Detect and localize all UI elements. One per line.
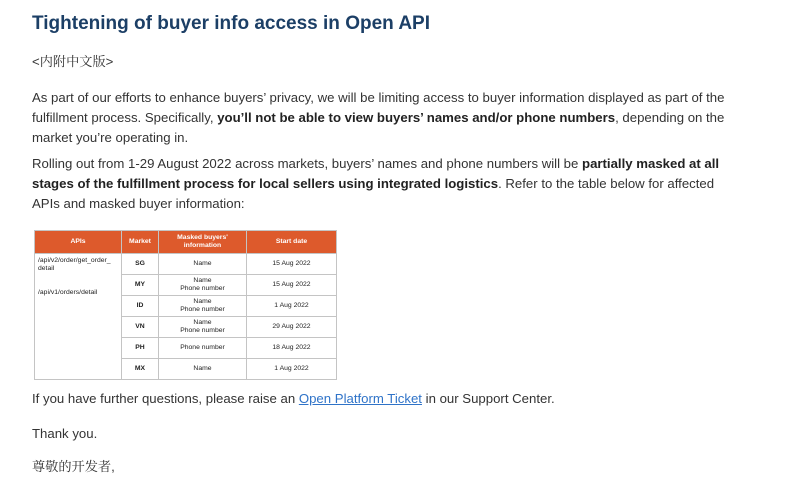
paragraph-rollout-text-end: . Refer to the table below for affected APIs and masked buyer information: [32,176,715,211]
api-path: /api/v2/order/get_order_detail [38,257,111,272]
paragraph-privacy [32,88,732,148]
paragraph-rollout-bold: partially masked at all stages of the fulfillment process for local sellers using integrated logistics [32,156,720,191]
table-header-row [35,231,337,254]
table-cell-market: SG [122,254,159,275]
api-path: /api/v1/orders/detail [38,289,98,296]
table-cell-apis [35,254,122,380]
open-platform-ticket-link[interactable]: Open Platform Ticket [298,391,422,406]
paragraph-questions-text: If you have further questions, please raise an [32,391,299,406]
table-header-masked-info: Masked buyers' information [159,231,247,254]
table-cell-market: VN [122,317,159,338]
table-cell-start-date: 29 Aug 2022 [247,317,337,338]
table-header-market: Market [122,231,159,254]
paragraph-privacy-text: As part of our efforts to enhance buyers’ privacy, we will be limiting access to buyer information displayed as part of the fulfillment process. Specifically, [32,90,725,125]
table-cell-masked-info: Name [159,359,247,380]
table-header-start-date: Start date [247,231,337,254]
table-cell-masked-info: Name Phone number [159,317,247,338]
paragraph-rollout [32,154,732,214]
table-cell-masked-info: Phone number [159,338,247,359]
table-cell-start-date: 1 Aug 2022 [247,296,337,317]
paragraph-questions-text-end: in our Support Center. [421,391,555,406]
thank-you-text: Thank you. [32,426,98,441]
table-cell-market: MY [122,275,159,296]
table-row [35,254,337,275]
table-cell-market: MX [122,359,159,380]
table-cell-start-date: 15 Aug 2022 [247,275,337,296]
table-cell-masked-info: Name Phone number [159,275,247,296]
table-cell-masked-info: Name [159,254,247,275]
page-title: Tightening of buyer info access in Open API [32,13,430,34]
chinese-version-note: <内附中文版> [32,54,114,69]
paragraph-privacy-bold: you’ll not be able to view buyers’ names and/or phone numbers [217,110,616,125]
table-cell-masked-info: Name Phone number [159,296,247,317]
paragraph-rollout-text: Rolling out from 1-29 August 2022 across markets, buyers’ names and phone numbers will be [32,156,583,171]
table-cell-start-date: 18 Aug 2022 [247,338,337,359]
chinese-greeting: 尊敬的开发者, [32,459,115,474]
table-cell-start-date: 1 Aug 2022 [247,359,337,380]
table-cell-market: ID [122,296,159,317]
table-cell-start-date: 15 Aug 2022 [247,254,337,275]
paragraph-privacy-text-end: , depending on the market you’re operating in. [32,110,725,145]
table-header-apis: APIs [35,231,122,254]
affected-apis-table [34,230,337,380]
paragraph-questions [32,389,732,409]
table-cell-market: PH [122,338,159,359]
